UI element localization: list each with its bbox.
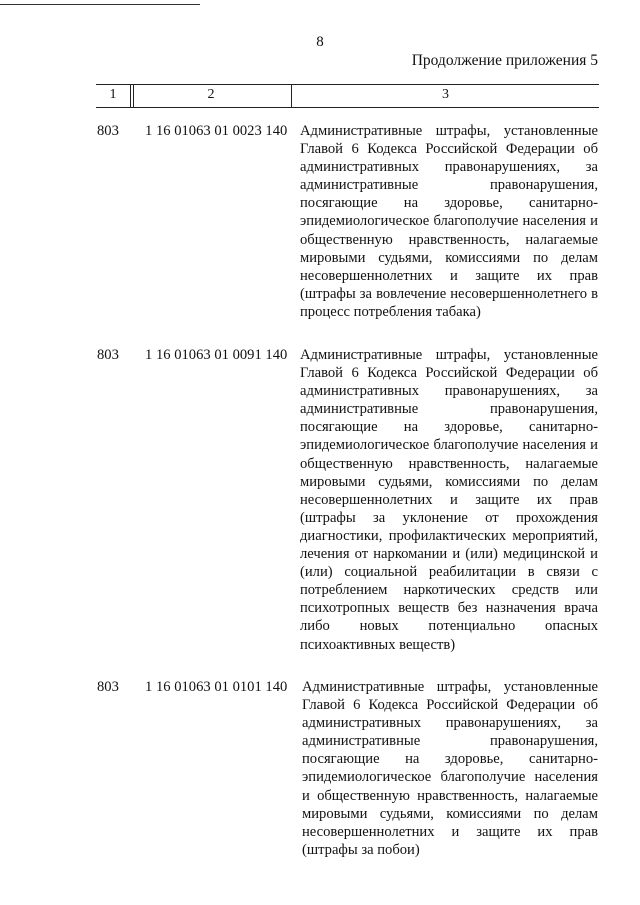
kbk-code-cell: 1 16 01063 01 0091 140: [145, 347, 288, 363]
admin-code-cell: 803: [97, 347, 119, 363]
page-number: 8: [316, 34, 324, 50]
admin-code-cell: 803: [97, 679, 119, 695]
column-header-3: 3: [291, 85, 599, 107]
column-header-2: 2: [130, 85, 291, 107]
top-rule: [0, 4, 200, 5]
description-cell: Административные штрафы, установленные Главой 6 Кодекса Российской Федерации об административных правонарушениях, за административные правонарушения, посягающие на здоровье, санитарно-эпидемиологическое благополучие населения и общественную нравственность, налагаемые мировыми судьями, комиссиями по делам несовершеннолетних и защите их прав (штрафы за уклонение от прохождения диагностики, профилактических мероприятий, лечения от наркомании и (или) медицинской и (или) социальной реабилитации в связи с потреблением наркотических средств или психотропных веществ без назначения врача либо новых потенциально опасных психоактивных веществ): [300, 347, 598, 653]
kbk-code-cell: 1 16 01063 01 0101 140: [145, 679, 288, 695]
continuation-label: Продолжение приложения 5: [411, 52, 598, 69]
description-cell: Административные штрафы, установленные Главой 6 Кодекса Российской Федерации об административных правонарушениях, за административные правонарушения, посягающие на здоровье, санитарно-эпидемиологическое благополучие населения и общественную нравственность, налагаемые мировыми судьями, комиссиями по делам несовершеннолетних и защите их прав (штрафы за вовлечение несовершеннолетнего в процесс потребления табака): [300, 123, 598, 320]
kbk-code-cell: 1 16 01063 01 0023 140: [145, 123, 288, 139]
admin-code-cell: 803: [97, 123, 119, 139]
column-header-1: 1: [109, 87, 117, 102]
description-cell: Административные штрафы, установленные Главой 6 Кодекса Российской Федерации об административных правонарушениях, за административные правонарушения, посягающие на здоровье, санитарно-эпидемиологическое благополучие населения и общественную нравственность, налагаемые мировыми судьями, комиссиями по делам несовершеннолетних и защите их прав (штрафы за побои): [302, 679, 598, 858]
table-header-row: [96, 84, 599, 108]
